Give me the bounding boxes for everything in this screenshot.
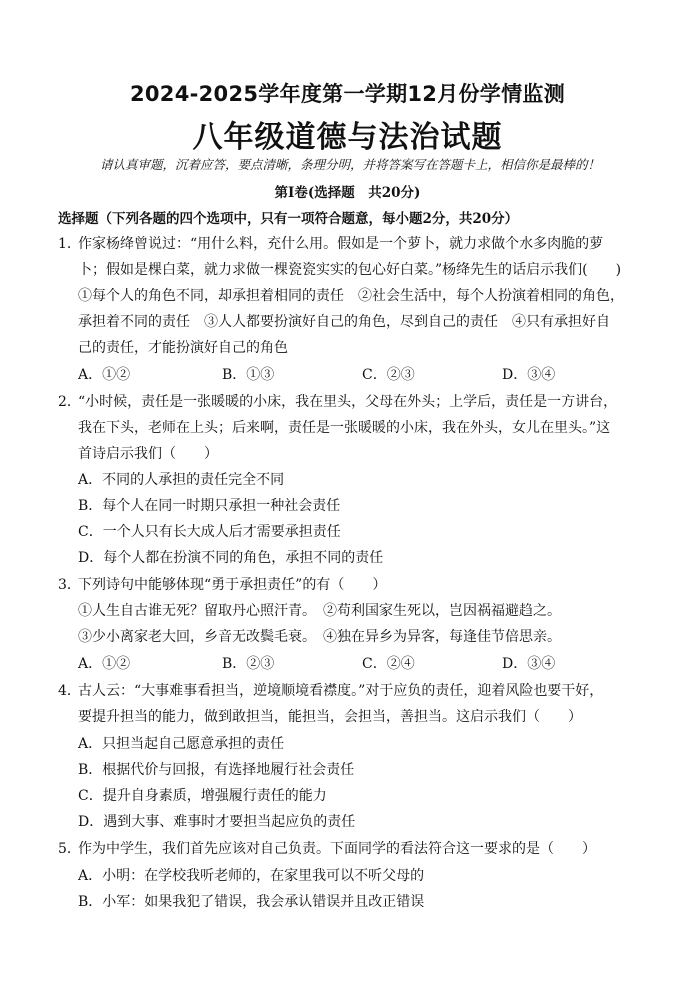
question-line: 下列诗句中能够体现“勇于承担责任”的有（ ） bbox=[78, 577, 387, 593]
question-line: 首诗启示我们（ ） bbox=[78, 446, 218, 462]
question-line: 承担着不同的责任 ③人人都要扮演好自己的角色，尽到自己的责任 ④只有承担好自 bbox=[78, 314, 610, 330]
question-line: 古人云：“大事难事看担当，逆境顺境看襟度。”对于应负的责任，迎着风险也要干好， bbox=[78, 683, 604, 699]
question-line: 卜；假如是棵白菜，就力求做一棵瓷瓷实实的包心好白菜。”杨绛先生的话启示我们( ) bbox=[78, 262, 622, 278]
option-d: D．③④ bbox=[502, 367, 556, 383]
question-number: 2． bbox=[58, 394, 81, 410]
question-number: 3． bbox=[58, 577, 81, 593]
choice-d: D．每个人都在扮演不同的角色，承担不同的责任 bbox=[78, 550, 384, 566]
option-a: A．①② bbox=[78, 367, 131, 383]
choice-a: A．不同的人承担的责任完全不同 bbox=[78, 472, 285, 488]
option-d: D．③④ bbox=[502, 656, 556, 672]
subject-title: 八年级道德与法治试题 bbox=[192, 120, 503, 155]
section-instructions: 选择题（下列各题的四个选项中，只有一项符合题意，每小题2分，共20分） bbox=[58, 211, 519, 227]
question-number: 5． bbox=[58, 841, 81, 857]
question-line: “小时候，责任是一张暖暖的小床，我在里头，父母在外头；上学后，责任是一方讲台， bbox=[78, 394, 618, 410]
question-line: ①人生自古谁无死？留取丹心照汗青。 ②苟利国家生死以，岂因祸福避趋之。 bbox=[78, 603, 561, 619]
part-heading: 第Ⅰ卷(选择题 共20分) bbox=[274, 185, 421, 201]
choice-b: B．根据代价与回报，有选择地履行社会责任 bbox=[78, 762, 355, 778]
question-line: 作家杨绛曾说过：“用什么料，充什么用。假如是一个萝卜，就力求做个水多肉脆的萝 bbox=[78, 236, 604, 252]
question-line: 要提升担当的能力，做到敢担当，能担当，会担当，善担当。这启示我们（ ） bbox=[78, 709, 582, 725]
choice-a: A．小明：在学校我听老师的，在家里我可以不听父母的 bbox=[78, 868, 425, 884]
option-b: B．②③ bbox=[222, 656, 275, 672]
question-number: 1． bbox=[58, 236, 81, 252]
choice-b: B．小军：如果我犯了错误，我会承认错误并且改正错误 bbox=[78, 894, 425, 910]
question-line: 我在下头，老师在上头；后来啊，责任是一张暖暖的小床，我在外头，女儿在里头。”这 bbox=[78, 420, 611, 436]
choice-a: A．只担当起自己愿意承担的责任 bbox=[78, 736, 285, 752]
question-line: ③少小离家老大回，乡音无改鬓毛衰。 ④独在异乡为异客，每逢佳节倍思亲。 bbox=[78, 629, 561, 645]
question-line: ①每个人的角色不同，却承担着相同的责任 ②社会生活中，每个人扮演着相同的角色， bbox=[78, 288, 624, 304]
option-c: C．②④ bbox=[362, 656, 415, 672]
exam-notice: 请认真审题，沉着应答，要点清晰，条理分明，并将答案写在答题卡上，相信你是最棒的！ bbox=[99, 157, 600, 172]
exam-title: 2024-2025学年度第一学期12月份学情监测 bbox=[129, 82, 566, 106]
question-line: 作为中学生，我们首先应该对自己负责。下面同学的看法符合这一要求的是（ ） bbox=[78, 841, 596, 857]
choice-b: B．每个人在同一时期只承担一种社会责任 bbox=[78, 498, 341, 514]
choice-c: C．提升自身素质，增强履行责任的能力 bbox=[78, 788, 327, 804]
question-line: 己的责任，才能扮演好自己的角色 bbox=[78, 340, 288, 356]
choice-d: D．遇到大事、难事时才要担当起应负的责任 bbox=[78, 814, 356, 830]
option-a: A．①② bbox=[78, 656, 131, 672]
option-b: B．①③ bbox=[222, 367, 275, 383]
choice-c: C．一个人只有长大成人后才需要承担责任 bbox=[78, 524, 341, 540]
option-c: C．②③ bbox=[362, 367, 415, 383]
question-number: 4． bbox=[58, 683, 81, 699]
